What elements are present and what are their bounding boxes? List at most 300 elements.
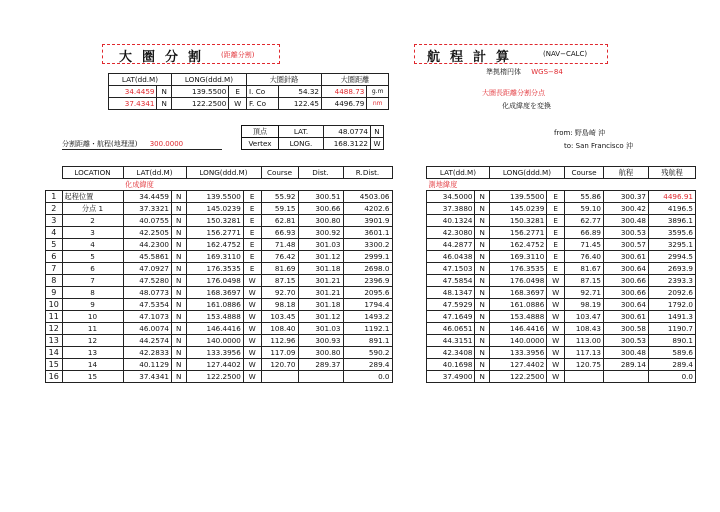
cell-rdist: 4496.91: [649, 191, 696, 203]
cell-rdist: 2092.6: [649, 287, 696, 299]
cell-rdist: 3300.2: [343, 239, 392, 251]
cell-rdist: 289.4: [343, 359, 392, 371]
cell-dist: 301.21: [298, 287, 343, 299]
cell-lat: 37.4341: [123, 371, 171, 383]
cell-lat: 48.0773: [123, 287, 171, 299]
cell-dist: 301.03: [298, 239, 343, 251]
cell-row-number: 6: [46, 251, 63, 263]
cell-rdist: 3295.1: [649, 239, 696, 251]
right-title-box: [414, 44, 608, 64]
cell-ns: N: [475, 299, 490, 311]
left-sublabel: 化成緯度: [125, 179, 154, 189]
cell-ew: E: [243, 191, 261, 203]
cell-long: 150.3281: [490, 215, 547, 227]
cell-long: 162.4752: [490, 239, 547, 251]
cell-location: 7: [62, 275, 123, 287]
vertex-lat: 48.0774: [324, 126, 371, 138]
cell-location: 14: [62, 359, 123, 371]
right-h-long: LONG(ddd.M): [490, 167, 565, 179]
cell-course: 81.69: [261, 263, 298, 275]
cell-ew: W: [547, 371, 565, 383]
cell-dist: 300.53: [604, 227, 649, 239]
cell-long: 139.5500: [490, 191, 547, 203]
table-row: [46, 371, 393, 383]
cell-course: 66.89: [565, 227, 604, 239]
right-h-dist: 航程: [604, 167, 649, 179]
cell-rdist: 1491.3: [649, 311, 696, 323]
cell-long: 176.0498: [490, 275, 547, 287]
cell-dist: 301.18: [298, 299, 343, 311]
cell-rdist: 3896.1: [649, 215, 696, 227]
cell-lat: 42.2505: [123, 227, 171, 239]
cell-long: 168.3697: [186, 287, 243, 299]
cell-long: 127.4402: [186, 359, 243, 371]
cell-ew: E: [547, 227, 565, 239]
vertex-ew: W: [371, 138, 384, 150]
table-row: [427, 359, 696, 371]
cell-ew: W: [243, 359, 261, 371]
cell-row-number: 5: [46, 239, 63, 251]
cell-lat: 47.1649: [427, 311, 475, 323]
cell-long: 169.3110: [490, 251, 547, 263]
cell-rdist: 2693.9: [649, 263, 696, 275]
cell-ew: E: [243, 239, 261, 251]
cell-rdist: 2698.0: [343, 263, 392, 275]
cell-lat: 40.1698: [427, 359, 475, 371]
cell-dist: 300.37: [604, 191, 649, 203]
cell-ew: E: [547, 263, 565, 275]
cell-lat: 46.0438: [427, 251, 475, 263]
cell-course: 113.00: [565, 335, 604, 347]
cell-dist: 300.93: [298, 335, 343, 347]
table-row: [427, 191, 696, 203]
cell-long: 162.4752: [186, 239, 243, 251]
cell-location: 9: [62, 299, 123, 311]
cell-dist: 300.48: [604, 215, 649, 227]
cell-ew: E: [243, 227, 261, 239]
cell-location: 6: [62, 263, 123, 275]
cell-course: 59.10: [565, 203, 604, 215]
cell-location: 5: [62, 251, 123, 263]
table-row: [46, 203, 393, 215]
table-row: [427, 287, 696, 299]
cell-ns: N: [171, 323, 186, 335]
cell-lat: 42.3408: [427, 347, 475, 359]
cell-rdist: 2994.5: [649, 251, 696, 263]
cell-lat: 34.4459: [123, 191, 171, 203]
cell-long: 153.4888: [186, 311, 243, 323]
summary-table: [108, 73, 389, 110]
right-table: [426, 166, 696, 383]
cell-long: 139.5500: [186, 191, 243, 203]
cell-long: 153.4888: [490, 311, 547, 323]
right-h-lat: LAT(dd.M): [427, 167, 490, 179]
cell-rdist: 2095.6: [343, 287, 392, 299]
cell-ns: N: [171, 311, 186, 323]
cell-rdist: 4196.5: [649, 203, 696, 215]
cell-row-number: 2: [46, 203, 63, 215]
cell-lat: 47.5354: [123, 299, 171, 311]
summary-unit: g.m: [367, 86, 389, 98]
cell-course: 55.92: [261, 191, 298, 203]
cell-ns: N: [475, 311, 490, 323]
cell-ns: N: [475, 287, 490, 299]
cell-course: 55.86: [565, 191, 604, 203]
left-title-box: [102, 44, 280, 64]
cell-course: [261, 371, 298, 383]
left-h-lat: LAT(dd.M): [123, 167, 186, 179]
right-subtitle: (NAV−CALC): [543, 50, 588, 58]
cell-ew: E: [547, 203, 565, 215]
cell-course: 108.43: [565, 323, 604, 335]
cell-ew: W: [547, 299, 565, 311]
cell-course: 103.45: [261, 311, 298, 323]
table-row: [46, 335, 393, 347]
cell-ns: N: [171, 275, 186, 287]
cell-ns: N: [475, 251, 490, 263]
table-row: [46, 359, 393, 371]
cell-long: 145.0239: [490, 203, 547, 215]
cell-long: 176.3535: [490, 263, 547, 275]
cell-long: 150.3281: [186, 215, 243, 227]
cell-course: 112.96: [261, 335, 298, 347]
cell-dist: 301.03: [298, 323, 343, 335]
cell-long: 156.2771: [186, 227, 243, 239]
cell-dist: 300.48: [604, 347, 649, 359]
cell-long: 146.4416: [186, 323, 243, 335]
table-row: [427, 239, 696, 251]
cell-dist: 300.66: [298, 203, 343, 215]
cell-dist: 300.80: [298, 347, 343, 359]
right-sublabel: 測地緯度: [428, 179, 458, 189]
summary-lat: 37.4341: [109, 98, 157, 110]
cell-ns: N: [171, 335, 186, 347]
cell-lat: 47.0927: [123, 263, 171, 275]
cell-ew: W: [243, 371, 261, 383]
cell-rdist: 2393.3: [649, 275, 696, 287]
cell-lat: 37.3880: [427, 203, 475, 215]
cell-dist: 301.18: [298, 263, 343, 275]
summary-h-long: LONG(ddd.M): [172, 74, 247, 86]
cell-dist: 300.61: [604, 251, 649, 263]
summary-h-dist: 大圏距離: [322, 74, 389, 86]
cell-ns: N: [475, 191, 490, 203]
cell-ns: N: [475, 215, 490, 227]
from-line: [554, 128, 605, 138]
cell-ew: W: [243, 299, 261, 311]
right-h-course: Course: [565, 167, 604, 179]
cell-ns: N: [475, 347, 490, 359]
summary-ew: E: [229, 86, 247, 98]
cell-course: 103.47: [565, 311, 604, 323]
cell-rdist: 1190.7: [649, 323, 696, 335]
cell-lat: 47.5929: [427, 299, 475, 311]
cell-row-number: 1: [46, 191, 63, 203]
cell-course: 117.13: [565, 347, 604, 359]
table-row: [427, 275, 696, 287]
vertex-label2: Vertex: [242, 138, 279, 150]
cell-ns: N: [475, 359, 490, 371]
table-row: [46, 191, 393, 203]
cell-course: 76.40: [565, 251, 604, 263]
summary-course-label: F. Co: [247, 98, 279, 110]
cell-row-number: 8: [46, 275, 63, 287]
cell-row-number: 12: [46, 323, 63, 335]
cell-course: [565, 371, 604, 383]
cell-dist: 300.57: [604, 239, 649, 251]
cell-ns: N: [475, 323, 490, 335]
cell-location: 13: [62, 347, 123, 359]
cell-lat: 37.3321: [123, 203, 171, 215]
summary-lat: 34.4459: [109, 86, 157, 98]
table-row: [46, 299, 393, 311]
cell-course: 92.70: [261, 287, 298, 299]
cell-location: 8: [62, 287, 123, 299]
cell-ew: E: [547, 191, 565, 203]
cell-ew: W: [547, 323, 565, 335]
table-row: [427, 215, 696, 227]
cell-lat: 47.1503: [427, 263, 475, 275]
cell-row-number: 3: [46, 215, 63, 227]
cell-lat: 46.0074: [123, 323, 171, 335]
table-row: [46, 215, 393, 227]
cell-ew: E: [243, 215, 261, 227]
datum-label: 準拠楕円体: [486, 68, 521, 76]
cell-course: 120.70: [261, 359, 298, 371]
cell-row-number: 15: [46, 359, 63, 371]
vertex-lat-label: LAT.: [279, 126, 324, 138]
cell-course: 66.93: [261, 227, 298, 239]
summary-h-lat: LAT(dd.M): [109, 74, 172, 86]
cell-course: 71.48: [261, 239, 298, 251]
cell-ns: N: [171, 263, 186, 275]
left-h-dist: Dist.: [298, 167, 343, 179]
datum: [486, 67, 563, 77]
cell-lat: 44.2574: [123, 335, 171, 347]
to-value: San Francisco 沖: [575, 142, 633, 150]
cell-lat: 47.1073: [123, 311, 171, 323]
left-h-rdist: R.Dist.: [343, 167, 392, 179]
cell-dist: 300.53: [604, 335, 649, 347]
cell-long: 146.4416: [490, 323, 547, 335]
cell-lat: 37.4900: [427, 371, 475, 383]
cell-ew: W: [547, 311, 565, 323]
cell-ns: N: [171, 371, 186, 383]
cell-location: 15: [62, 371, 123, 383]
cell-long: 161.0886: [490, 299, 547, 311]
table-row: [427, 251, 696, 263]
cell-rdist: 1792.0: [649, 299, 696, 311]
cell-ns: N: [475, 275, 490, 287]
cell-long: 156.2771: [490, 227, 547, 239]
cell-course: 117.09: [261, 347, 298, 359]
cell-long: 145.0239: [186, 203, 243, 215]
cell-dist: 300.66: [604, 287, 649, 299]
cell-dist: 289.14: [604, 359, 649, 371]
cell-ns: N: [171, 251, 186, 263]
left-h-course: Course: [261, 167, 298, 179]
cell-rdist: 3601.1: [343, 227, 392, 239]
cell-dist: 301.12: [298, 311, 343, 323]
cell-location: 12: [62, 335, 123, 347]
table-row: [427, 203, 696, 215]
cell-ns: N: [171, 227, 186, 239]
cell-ns: N: [475, 203, 490, 215]
table-row: [46, 263, 393, 275]
to-line: [564, 141, 633, 151]
cell-rdist: 1794.4: [343, 299, 392, 311]
from-value: 野島崎 沖: [574, 129, 606, 137]
cell-lat: 47.5854: [427, 275, 475, 287]
cell-dist: 300.64: [604, 299, 649, 311]
cell-long: 122.2500: [490, 371, 547, 383]
table-row: [427, 227, 696, 239]
table-row: [46, 347, 393, 359]
division: [62, 139, 222, 150]
summary-long: 139.5500: [172, 86, 229, 98]
cell-lat: 42.3080: [427, 227, 475, 239]
cell-location: 2: [62, 215, 123, 227]
cell-course: 62.81: [261, 215, 298, 227]
cell-long: 140.0000: [490, 335, 547, 347]
table-row: [46, 239, 393, 251]
cell-rdist: 4202.6: [343, 203, 392, 215]
cell-course: 59.15: [261, 203, 298, 215]
cell-ns: N: [171, 203, 186, 215]
cell-rdist: 589.6: [649, 347, 696, 359]
vertex-table: [241, 125, 384, 150]
cell-dist: [298, 371, 343, 383]
cell-location: 11: [62, 323, 123, 335]
cell-course: 76.42: [261, 251, 298, 263]
cell-rdist: 1192.1: [343, 323, 392, 335]
cell-ew: E: [243, 263, 261, 275]
cell-dist: [604, 371, 649, 383]
cell-course: 108.40: [261, 323, 298, 335]
cell-course: 87.15: [565, 275, 604, 287]
cell-ns: N: [171, 359, 186, 371]
cell-ew: W: [547, 347, 565, 359]
vertex-label1: 頂点: [242, 126, 279, 138]
cell-ew: W: [243, 323, 261, 335]
cell-dist: 300.80: [298, 215, 343, 227]
cell-ew: E: [243, 251, 261, 263]
cell-row-number: 4: [46, 227, 63, 239]
cell-ew: W: [243, 311, 261, 323]
cell-long: 140.0000: [186, 335, 243, 347]
cell-long: 127.4402: [490, 359, 547, 371]
summary-course-label: I. Co: [247, 86, 279, 98]
cell-ns: N: [171, 215, 186, 227]
summary-dist: 4496.79: [322, 98, 367, 110]
table-row: [46, 275, 393, 287]
datum-value: WGS−84: [531, 68, 563, 76]
left-h-location: LOCATION: [62, 167, 123, 179]
cell-dist: 300.64: [604, 263, 649, 275]
cell-lat: 40.1324: [427, 215, 475, 227]
cell-row-number: 16: [46, 371, 63, 383]
left-table: [45, 166, 393, 383]
cell-row-number: 14: [46, 347, 63, 359]
cell-row-number: 11: [46, 311, 63, 323]
cell-dist: 300.58: [604, 323, 649, 335]
cell-ew: W: [547, 359, 565, 371]
table-row: [427, 299, 696, 311]
cell-ew: W: [243, 347, 261, 359]
table-row: [46, 251, 393, 263]
cell-lat: 34.5000: [427, 191, 475, 203]
cell-long: 168.3697: [490, 287, 547, 299]
summary-course: 54.32: [278, 86, 321, 98]
cell-dist: 300.92: [298, 227, 343, 239]
cell-ns: N: [171, 299, 186, 311]
cell-rdist: 1493.2: [343, 311, 392, 323]
cell-lat: 46.0651: [427, 323, 475, 335]
cell-dist: 301.21: [298, 275, 343, 287]
table-row: [46, 227, 393, 239]
cell-long: 122.2500: [186, 371, 243, 383]
cell-rdist: 0.0: [649, 371, 696, 383]
cell-rdist: 4503.06: [343, 191, 392, 203]
cell-long: 176.0498: [186, 275, 243, 287]
vertex-ns: N: [371, 126, 384, 138]
cell-long: 133.3956: [186, 347, 243, 359]
cell-course: 120.75: [565, 359, 604, 371]
cell-ew: E: [243, 203, 261, 215]
cell-long: 176.3535: [186, 263, 243, 275]
cell-dist: 300.51: [298, 191, 343, 203]
cell-course: 81.67: [565, 263, 604, 275]
cell-row-number: 9: [46, 287, 63, 299]
cell-ew: W: [243, 335, 261, 347]
cell-rdist: 2999.1: [343, 251, 392, 263]
vertex-long: 168.3122: [324, 138, 371, 150]
cell-course: 92.71: [565, 287, 604, 299]
cell-lat: 48.1347: [427, 287, 475, 299]
cell-dist: 300.42: [604, 203, 649, 215]
left-h-long: LONG(ddd.M): [186, 167, 261, 179]
table-row: [427, 347, 696, 359]
cell-rdist: 891.1: [343, 335, 392, 347]
cell-rdist: 590.2: [343, 347, 392, 359]
cell-rdist: 3901.9: [343, 215, 392, 227]
cell-ew: W: [547, 335, 565, 347]
cell-ew: W: [547, 287, 565, 299]
cell-lat: 40.0755: [123, 215, 171, 227]
cell-course: 98.19: [565, 299, 604, 311]
cell-course: 62.77: [565, 215, 604, 227]
to-label: to:: [564, 142, 574, 150]
right-note1: 大圏長距離分割分点: [482, 89, 545, 97]
cell-ns: N: [171, 347, 186, 359]
summary-ns: N: [157, 86, 172, 98]
left-title: 大圏分割: [119, 50, 212, 65]
cell-lat: 40.1129: [123, 359, 171, 371]
cell-ns: N: [475, 227, 490, 239]
table-row: [46, 323, 393, 335]
table-row: [46, 311, 393, 323]
summary-ew: W: [229, 98, 247, 110]
right-note2: 化成緯度を変換: [502, 102, 551, 110]
table-row: [427, 311, 696, 323]
cell-location: 分点 1: [62, 203, 123, 215]
cell-lat: 47.5280: [123, 275, 171, 287]
cell-ew: W: [547, 275, 565, 287]
cell-row-number: 10: [46, 299, 63, 311]
cell-lat: 42.2833: [123, 347, 171, 359]
from-label: from:: [554, 129, 573, 137]
cell-row-number: 13: [46, 335, 63, 347]
